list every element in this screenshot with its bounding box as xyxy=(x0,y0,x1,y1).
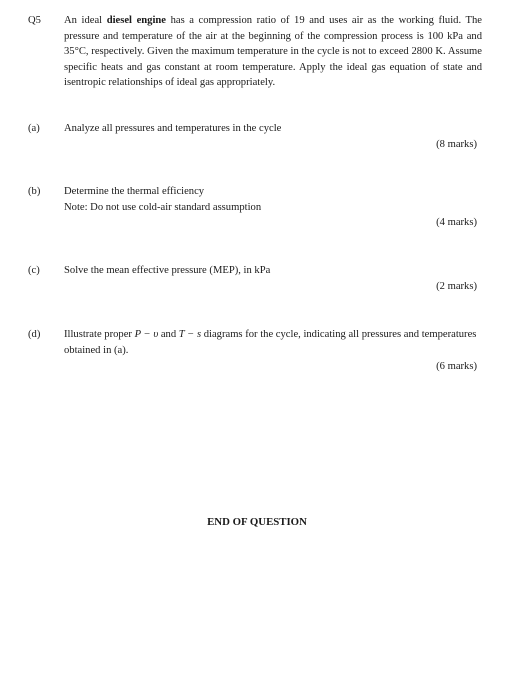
end-of-question: END OF QUESTION xyxy=(207,516,307,528)
part-d-text-pre: Illustrate proper xyxy=(64,329,135,340)
part-a-text: Analyze all pressures and temperatures in the cycle xyxy=(64,123,282,134)
part-a-marks: (8 marks) xyxy=(436,139,477,150)
question-statement xyxy=(64,13,482,91)
part-d-ts-symbol: T − s xyxy=(178,329,202,340)
part-d-text-post: diagrams for the cycle, indicating all pressures and temperatures obtained in (a). xyxy=(64,329,477,356)
question-intro-bold: diesel engine xyxy=(106,15,166,26)
question-intro-post: has a compression ratio of 19 and uses air as the working fluid. The pressure and temperature of the air at the beginning of the compression process is 100 kPa and 35°C, respectively. Given the maximum temperature in the cycle is not to exceed 2800 K. Assume specific heats and gas constant at room temperature. Apply the ideal gas equation of state and isentropic relationships of ideal gas appropriately. xyxy=(64,15,482,88)
part-b-label: (b) xyxy=(28,186,41,197)
part-d-label: (d) xyxy=(28,329,41,340)
part-c-label: (c) xyxy=(28,265,40,276)
part-d-text xyxy=(64,327,482,358)
part-a-label: (a) xyxy=(28,123,40,134)
part-c-text: Solve the mean effective pressure (MEP), in kPa xyxy=(64,265,271,276)
part-d-text-mid: and xyxy=(158,329,179,340)
part-b-text-block xyxy=(64,184,482,215)
part-b-text: Determine the thermal efficiency xyxy=(64,186,205,197)
question-intro-pre: An ideal xyxy=(64,15,107,26)
part-b-marks: (4 marks) xyxy=(436,217,477,228)
part-b-note: Note: Do not use cold-air standard assumption xyxy=(64,201,262,213)
part-c-marks: (2 marks) xyxy=(436,281,477,292)
part-d-marks: (6 marks) xyxy=(436,361,477,372)
part-d-pv-symbol: P − υ xyxy=(134,329,159,340)
question-number: Q5 xyxy=(28,15,41,26)
